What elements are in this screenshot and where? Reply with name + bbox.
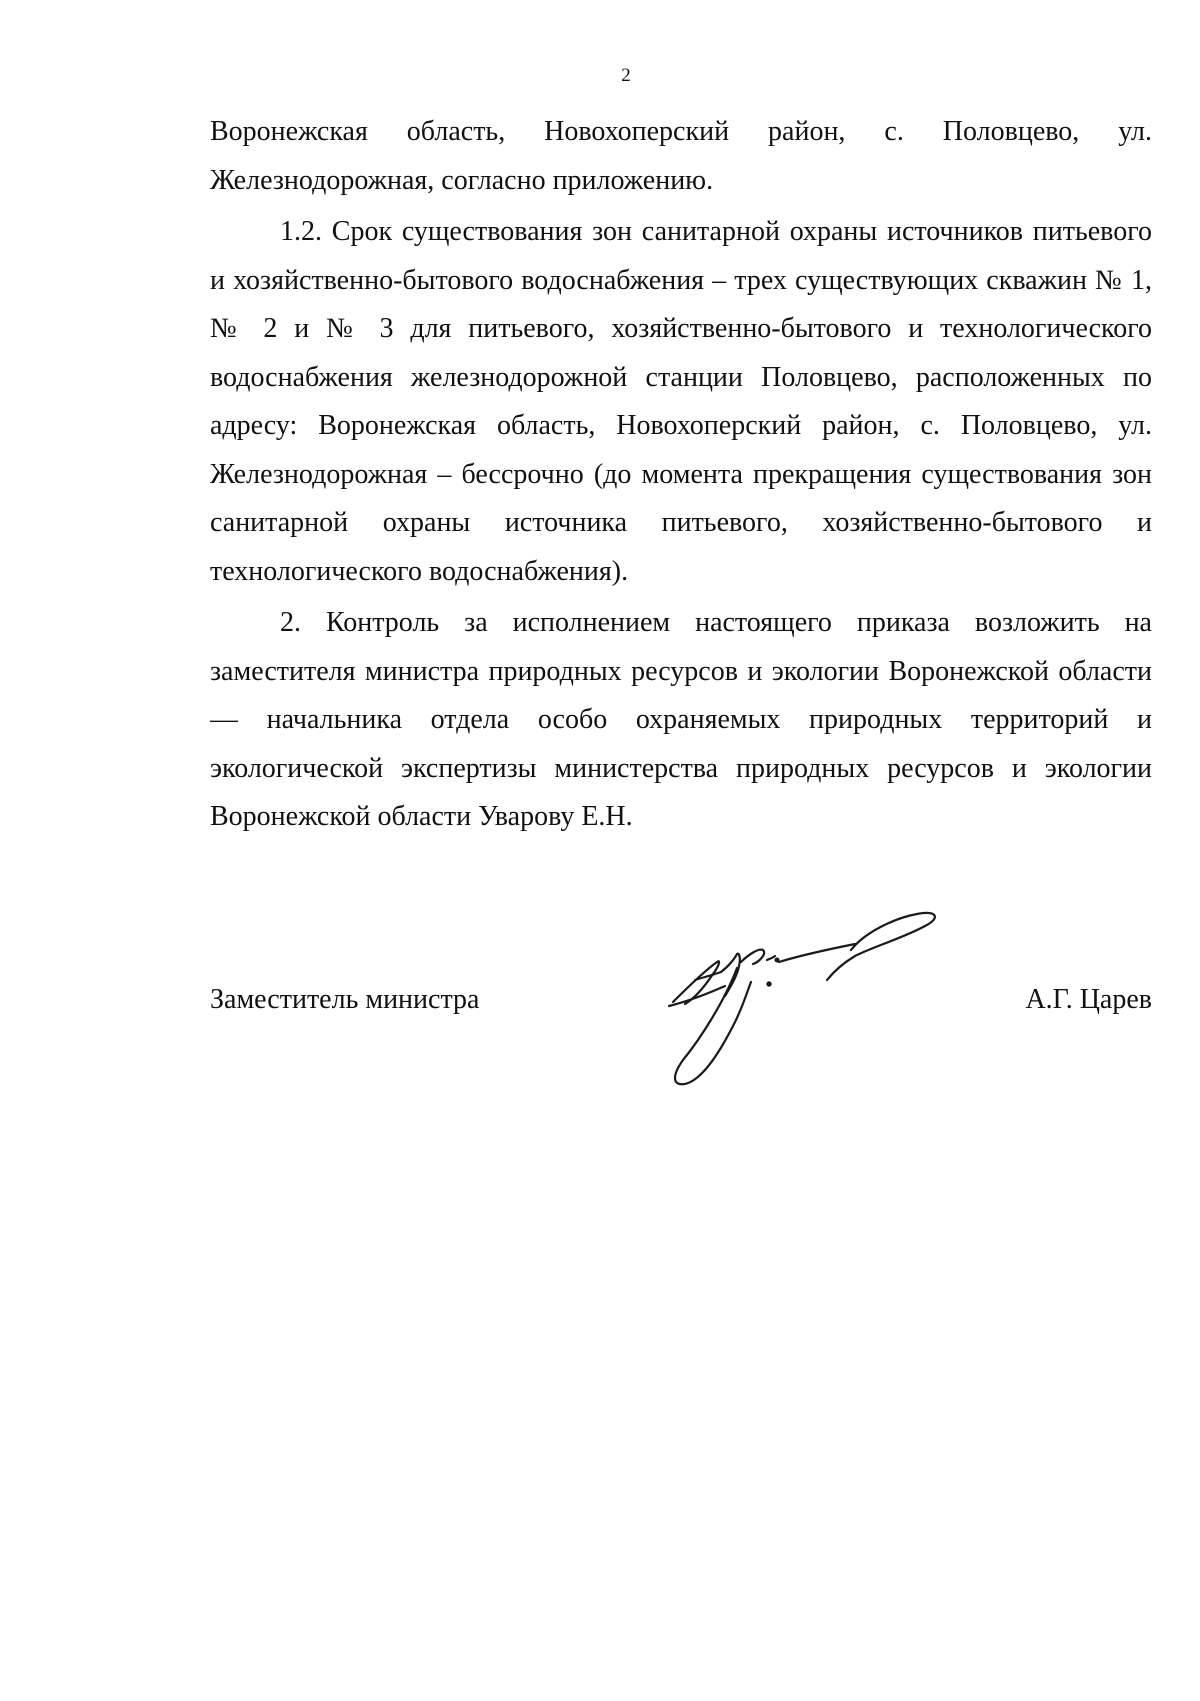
- handwritten-signature: [655, 910, 965, 1090]
- paragraph-1-2-term: 1.2. Срок существования зон санитарной охраны источников питьевого и хозяйственно-бытового водоснабжения – трех существующих скважин № 1, № 2 и № 3 для питьевого, хозяйственно-бытового и технологического водоснабжения железнодорожной станции Половцево, расположенных по адресу: Воронежская область, Новохоперский район, с. Половцево, ул. Железнодорожная – бессрочно (до момента прекращения существования зон санитарной охраны источника питьевого, хозяйственно-бытового и технологического водоснабжения).: [210, 216, 1152, 587]
- signature-block: [0, 980, 1200, 1020]
- signer-name: А.Г. Царев: [1025, 984, 1152, 1015]
- signer-position: Заместитель министра: [210, 984, 480, 1015]
- document-body: [210, 108, 1152, 842]
- paragraph-2-control: 2. Контроль за исполнением настоящего приказа возложить на заместителя министра природных ресурсов и экологии Воронежской области — начальника отдела особо охраняемых природных территорий и экологической экспертизы министерства природных ресурсов и экологии Воронежской области Уварову Е.Н.: [210, 607, 1152, 832]
- page-number: 2: [621, 65, 631, 86]
- paragraph-address-continuation: Воронежская область, Новохоперский район, с. Половцево, ул. Железнодорожная, согласно приложению.: [210, 116, 1152, 196]
